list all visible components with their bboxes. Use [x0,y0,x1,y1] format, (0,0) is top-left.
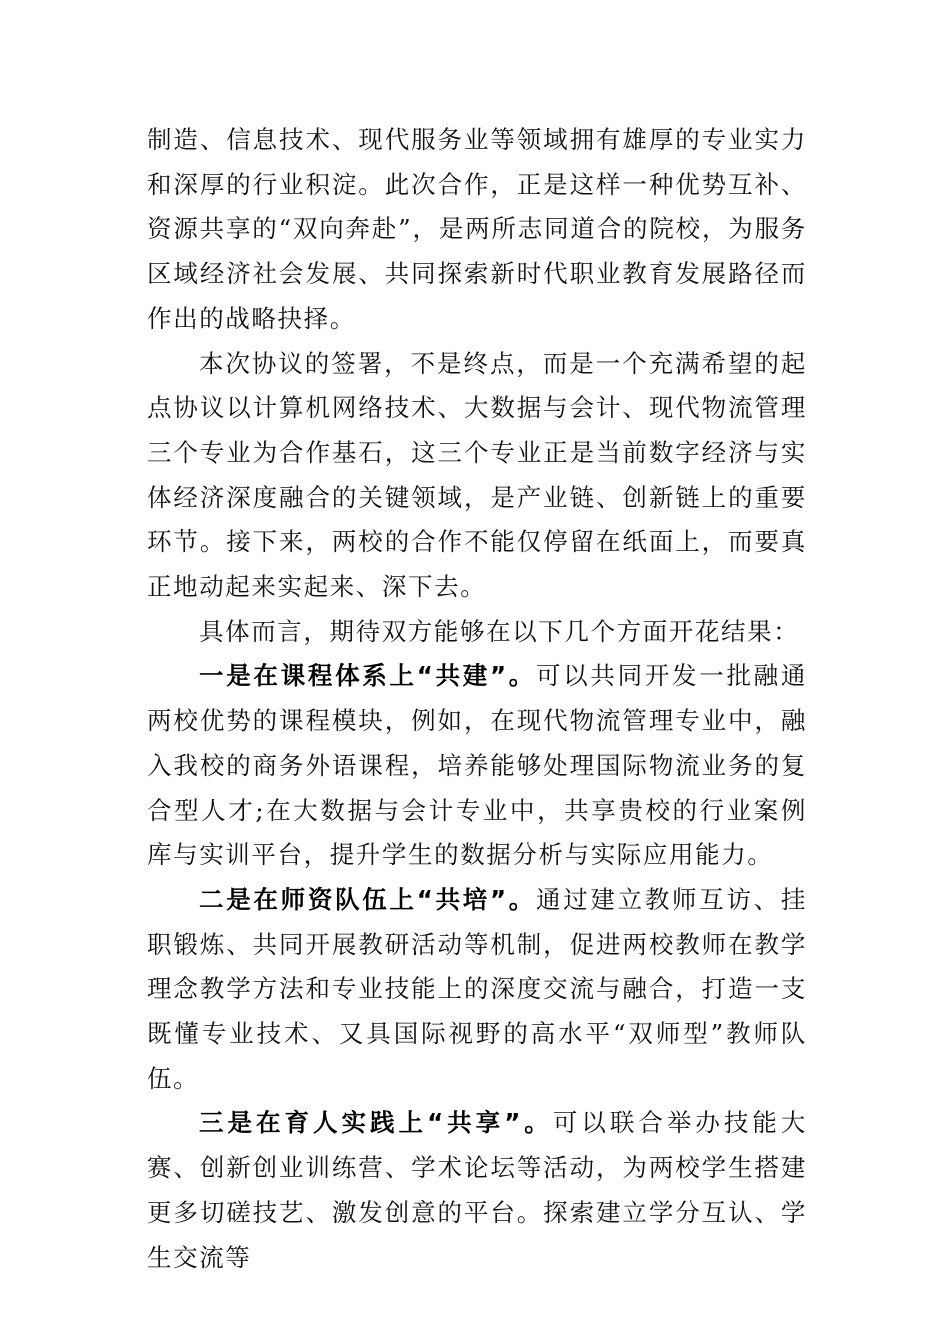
paragraph-cooperation-background [147,118,807,342]
paragraph-text: 可以共同开发一批融通两校优势的课程模块，例如，在现代物流管理专业中，融入我校的商务外语课程，培养能够处理国际物流业务的复合型人才;在大数据与会计专业中，共享贵校的行业案例库与实训平台，提升学生的数据分析与实际应用能力。 [147,661,807,870]
paragraph-text: 通过建立教师互访、挂职锻炼、共同开展教研活动等机制，促进两校教师在教学理念教学方法和专业技能上的深度交流与融合，打造一支既懂专业技术、又具国际视野的高水平“双师型”教师队伍。 [147,884,807,1093]
document-page [147,118,807,1280]
paragraph-lead-heading: 二是在师资队伍上“共培”。 [199,884,536,914]
paragraph-expectations-intro [147,610,807,655]
paragraph-text: 本次协议的签署，不是终点，而是一个充满希望的起点协议以计算机网络技术、大数据与会计、现代物流管理三个专业为合作基石，这三个专业正是当前数字经济与实体经济深度融合的关键领域，是产业链、创新链上的重要环节。接下来，两校的合作不能仅停留在纸面上，而要真正地动起来实起来、深下去。 [147,348,807,602]
paragraph-text: 可以联合举办技能大赛、创新创业训练营、学术论坛等活动，为两校学生搭建更多切磋技艺、激发创意的平台。探索建立学分互认、学生交流等 [147,1108,807,1272]
paragraph-education-practice [147,1101,807,1280]
paragraph-text: 具体而言，期待双方能够在以下几个方面开花结果： [199,616,800,646]
paragraph-faculty [147,878,807,1102]
paragraph-lead-heading: 一是在课程体系上“共建”。 [199,661,536,691]
paragraph-curriculum [147,654,807,878]
paragraph-text: 制造、信息技术、现代服务业等领域拥有雄厚的专业实力和深厚的行业积淀。此次合作，正是这样一种优势互补、资源共享的“双向奔赴”，是两所志同道合的院校，为服务区域经济社会发展、共同探索新时代职业教育发展路径而作出的战略抉择。 [147,125,807,333]
paragraph-agreement-signing [147,342,807,610]
paragraph-lead-heading: 三是在育人实践上“共享”。 [199,1108,553,1138]
